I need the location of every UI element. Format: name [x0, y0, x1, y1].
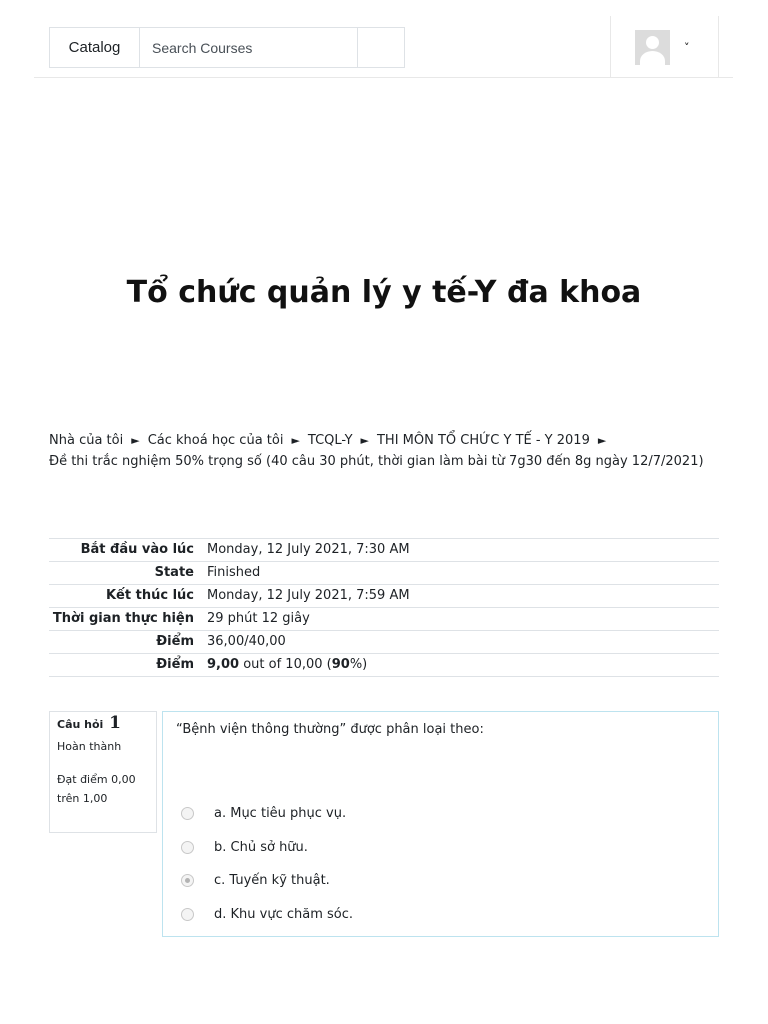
radio-icon[interactable]: [181, 807, 194, 820]
breadcrumb-my-courses[interactable]: Các khoá học của tôi: [147, 433, 284, 448]
question-grade: [57, 767, 149, 811]
question-number: [57, 713, 149, 733]
search-button[interactable]: [357, 27, 405, 68]
row-value: 29 phút 12 giây: [207, 611, 310, 626]
row-value: Monday, 12 July 2021, 7:59 AM: [207, 588, 410, 603]
answer-label: b. Chủ sở hữu.: [214, 839, 308, 855]
grade-percent-suffix: %): [349, 657, 368, 672]
question-grade-line1: Đạt điểm 0,00: [57, 773, 136, 786]
attempt-summary-table: [49, 538, 719, 677]
row-label: Bắt đầu vào lúc: [80, 542, 194, 557]
page-title: Tổ chức quản lý y tế-Y đa khoa: [126, 275, 642, 310]
breadcrumb-home[interactable]: Nhà của tôi: [49, 433, 124, 448]
breadcrumb-separator-icon: ►: [597, 434, 607, 447]
breadcrumb-section[interactable]: THI MÔN TỔ CHỨC Y TẾ - Y 2019: [376, 433, 590, 448]
table-row: [49, 539, 719, 562]
row-label: Điểm: [156, 634, 194, 649]
answer-options: [181, 797, 353, 931]
answer-option-a[interactable]: [181, 797, 353, 831]
grade-out-of: out of 10,00 (: [239, 657, 332, 672]
answer-option-c[interactable]: [181, 864, 353, 898]
top-navbar: [34, 16, 733, 78]
radio-icon[interactable]: [181, 841, 194, 854]
breadcrumb-quiz[interactable]: Đề thi trắc nghiệm 50% trọng số (40 câu 30 phút, thời gian làm bài từ 7g30 đến 8g ngày 12/7/2021): [49, 454, 704, 469]
table-row: [49, 562, 719, 585]
answer-label: c. Tuyến kỹ thuật.: [214, 873, 330, 889]
grade-value: [200, 654, 719, 677]
grade-label: Điểm: [156, 657, 194, 672]
table-row: [49, 608, 719, 631]
question-number-value: 1: [109, 713, 122, 733]
question-content: [162, 711, 719, 937]
question-text: “Bệnh viện thông thường” được phân loại theo:: [176, 722, 484, 737]
row-label: Thời gian thực hiện: [52, 611, 194, 626]
table-row: [49, 585, 719, 608]
chevron-down-icon: ˅: [684, 40, 690, 54]
search-courses-input[interactable]: [139, 27, 358, 68]
answer-option-d[interactable]: [181, 898, 353, 932]
grade-percent: 90: [331, 657, 350, 672]
breadcrumb-separator-icon: ►: [131, 434, 140, 447]
answer-label: d. Khu vực chăm sóc.: [214, 906, 354, 922]
breadcrumb: [49, 430, 709, 472]
row-label: State: [154, 565, 194, 580]
answer-option-b[interactable]: [181, 831, 353, 865]
question-state: Hoàn thành: [57, 740, 122, 753]
question-label: Câu hỏi: [57, 718, 104, 731]
row-label: Kết thúc lúc: [105, 588, 194, 603]
table-row: [49, 631, 719, 654]
breadcrumb-separator-icon: ►: [291, 434, 300, 447]
answer-label: a. Mục tiêu phục vụ.: [214, 806, 347, 822]
grade-score: 9,00: [207, 657, 240, 672]
row-value: Monday, 12 July 2021, 7:30 AM: [207, 542, 410, 557]
user-menu[interactable]: [610, 16, 719, 78]
catalog-button[interactable]: Catalog: [49, 27, 139, 68]
row-value: Finished: [207, 565, 261, 580]
breadcrumb-course[interactable]: TCQL-Y: [307, 433, 353, 448]
radio-checked-icon[interactable]: [181, 874, 194, 887]
question-info: [49, 711, 157, 833]
breadcrumb-separator-icon: ►: [360, 434, 369, 447]
row-value: 36,00/40,00: [207, 634, 286, 649]
table-row: [49, 654, 719, 677]
radio-icon[interactable]: [181, 908, 194, 921]
question-grade-line2: trên 1,00: [57, 792, 108, 805]
avatar: [635, 30, 670, 65]
